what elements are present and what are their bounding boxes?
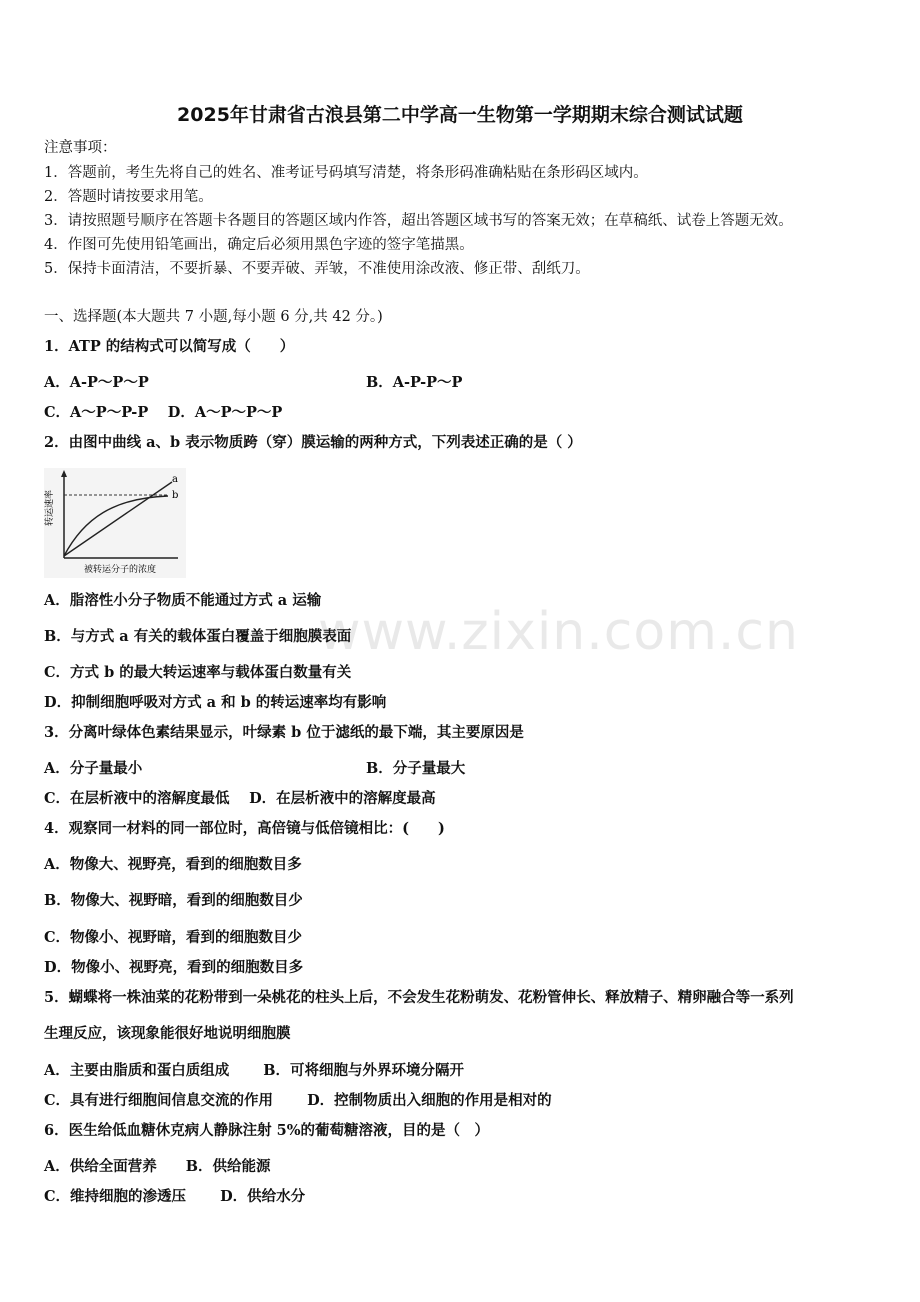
- question-2-option-c: C．方式 b 的最大转运速率与载体蛋白数量有关: [44, 664, 352, 681]
- question-6-options-cd: C．维持细胞的渗透压 D．供给水分: [44, 1188, 306, 1205]
- question-1-option-b: B．A-P-P～P: [366, 374, 463, 391]
- question-3-stem: 3．分离叶绿体色素结果显示，叶绿素 b 位于滤纸的最下端，其主要原因是: [44, 724, 524, 741]
- question-2-option-d: D．抑制细胞呼吸对方式 a 和 b 的转运速率均有影响: [44, 694, 387, 711]
- question-6-stem: 6．医生给低血糖休克病人静脉注射 5%的葡萄糖溶液，目的是（ ）: [44, 1122, 490, 1139]
- question-4-stem: 4．观察同一材料的同一部位时，高倍镜与低倍镜相比：( ): [44, 820, 445, 837]
- question-1-options-cd: C．A～P～P-P D．A～P～P～P: [44, 404, 283, 421]
- notice-heading: 注意事项：: [44, 140, 117, 156]
- notice-item: 1．答题前，考生先将自己的姓名、准考证号码填写清楚，将条形码准确粘贴在条形码区域内。: [44, 165, 648, 181]
- question-4-option-a: A．物像大、视野亮，看到的细胞数目多: [44, 856, 302, 873]
- notice-item: 4．作图可先使用铅笔画出，确定后必须用黑色字迹的签字笔描黑。: [44, 237, 474, 253]
- curve-b-label: b: [172, 490, 179, 501]
- question-5-options-cd: C．具有进行细胞间信息交流的作用 D．控制物质出入细胞的作用是相对的: [44, 1092, 552, 1109]
- question-3-options-cd: C．在层析液中的溶解度最低 D．在层析液中的溶解度最高: [44, 790, 436, 807]
- question-5-stem: 5．蝴蝶将一株油菜的花粉带到一朵桃花的柱头上后，不会发生花粉萌发、花粉管伸长、释放精子、精卵融合等一系列: [44, 989, 794, 1006]
- question-2-option-b: B．与方式 a 有关的载体蛋白覆盖于细胞膜表面: [44, 628, 352, 645]
- question-3-option-b: B．分子量最大: [366, 760, 466, 777]
- transport-rate-graph: [44, 468, 186, 578]
- graph-svg: [44, 468, 186, 578]
- curve-a-label: a: [172, 474, 178, 485]
- watermark: www.zixin.com.cn: [318, 602, 799, 662]
- question-4-option-c: C．物像小、视野暗，看到的细胞数目少: [44, 929, 303, 946]
- question-4-option-d: D．物像小、视野亮，看到的细胞数目多: [44, 959, 304, 976]
- question-1-stem: 1．ATP 的结构式可以简写成（ ）: [44, 338, 295, 355]
- question-2-stem: 2．由图中曲线 a、b 表示物质跨（穿）膜运输的两种方式，下列表述正确的是（ ）: [44, 434, 582, 451]
- question-3-option-a: A．分子量最小: [44, 760, 143, 777]
- question-5-stem-continued: 生理反应，该现象能很好地说明细胞膜: [44, 1025, 291, 1042]
- x-axis-label: 被转运分子的浓度: [84, 565, 157, 575]
- y-axis-label: 转运速率: [45, 489, 55, 526]
- question-5-options-ab: A．主要由脂质和蛋白质组成 B．可将细胞与外界环境分隔开: [44, 1062, 465, 1079]
- graph-background: [44, 468, 186, 578]
- question-4-option-b: B．物像大、视野暗，看到的细胞数目少: [44, 892, 303, 909]
- section-heading: 一、选择题(本大题共 7 小题,每小题 6 分,共 42 分。): [44, 309, 383, 325]
- notice-item: 5．保持卡面清洁，不要折暴、不要弄破、弄皱，不准使用涂改液、修正带、刮纸刀。: [44, 261, 590, 277]
- question-2-option-a: A．脂溶性小分子物质不能通过方式 a 运输: [44, 592, 322, 609]
- question-1-option-a: A．A-P～P～P: [44, 374, 149, 391]
- page-title: 2025年甘肃省古浪县第二中学高一生物第一学期期末综合测试试题: [177, 104, 743, 126]
- notice-item: 2．答题时请按要求用笔。: [44, 189, 213, 205]
- notice-item: 3．请按照题号顺序在答题卡各题目的答题区域内作答，超出答题区域书写的答案无效；在草稿纸、试卷上答题无效。: [44, 213, 793, 229]
- question-6-options-ab: A．供给全面营养 B．供给能源: [44, 1158, 271, 1175]
